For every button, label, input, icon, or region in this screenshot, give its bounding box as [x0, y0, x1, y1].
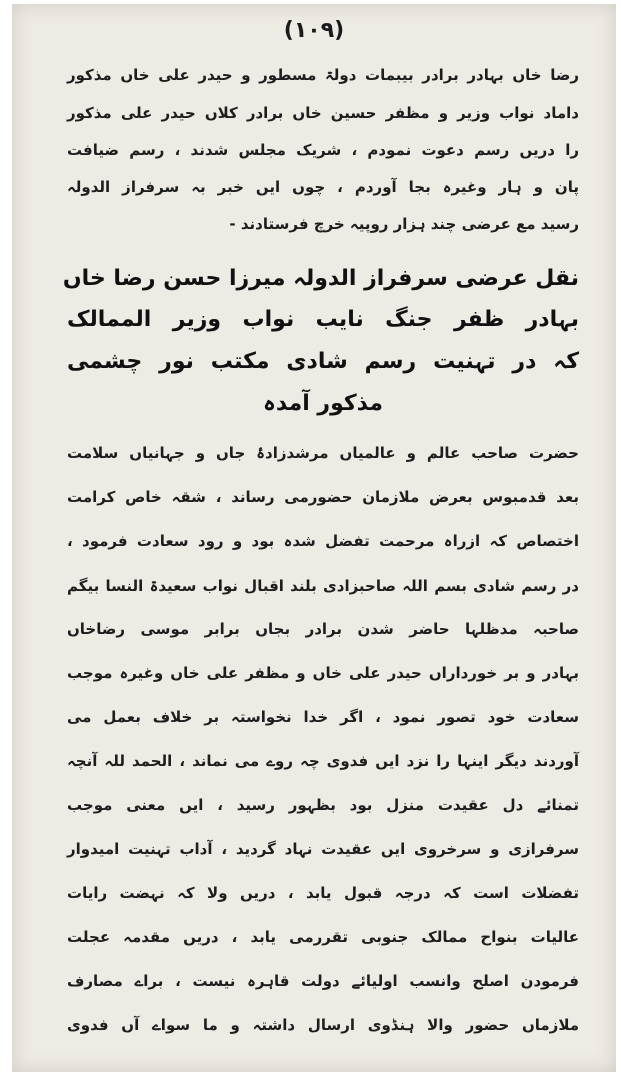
paragraph2-line: در رسم شادی بسم اللہ صاحبزادی بلند اقبال نواب سعیدۃ النسا بیگم [67, 577, 579, 595]
heading-line: نقل عرضی سرفراز الدولہ میرزا حسن رضا خاں [62, 266, 579, 291]
paragraph2-line: بہادر و بر خورداراں حیدر علی خاں و مظفر علی خاں وغیرہ موجب [67, 664, 579, 682]
paragraph2-line: فرمودن اصلح وانسب اولیائے دولت قاہرہ نیست ، براے مصارف [67, 972, 579, 990]
paragraph2-line: تفضلات است کہ درجہ قبول یابد ، دریں ولا کہ نہضت رایات [67, 884, 579, 902]
paragraph2-line: ملازماں حضور والا ہنڈوی ارسال داشتہ و ما سواے آں فدوی [67, 1016, 579, 1034]
page-number: (۱۰۹) [283, 18, 345, 43]
heading-line: مذکور آمدہ [262, 391, 383, 416]
paragraph2-line: صاحبہ مدظلہا حاضر شدن برادر بجاں برابر موسی رضاخاں [67, 620, 579, 638]
paragraph1-line: رضا خاں بہادر برادر بیبمات دولۃ مسطور و حیدر علی خاں مذکور [67, 66, 579, 84]
paragraph1-line: پان و ہار وغیرہ بجا آوردم ، چوں ایں خبر بہ سرفراز الدولہ [67, 178, 579, 196]
paragraph1-line: را دریں رسم دعوت نمودم ، شریک مجلس شدند ، رسم ضیافت [67, 141, 579, 159]
paragraph2-line: عالیات بنواح ممالک جنوبی تقررمی یابد ، دریں مقدمہ عجلت [67, 928, 579, 946]
paragraph2-line: بعد قدمبوس بعرض ملازمان حضورمی رساند ، شقہ خاص کرامت [67, 488, 579, 506]
heading-line: کہ در تہنیت رسم شادی مکتب نور چشمی [67, 349, 579, 374]
paragraph1-line: رسید مع عرضی چند ہزار روپیہ خرچ فرستادند - [229, 215, 579, 233]
paragraph2-line: اختصاص کہ ازراہ مرحمت تفضل شدہ بود و رود سعادت فرمود ، [67, 532, 579, 550]
paragraph2-line: تمنائے دل عقیدت منزل بود بظہور رسید ، ایں معنی موجب [67, 796, 579, 814]
paragraph2-line: حضرت صاحب عالم و عالمیاں مرشدزادۂ جاں و جہانیاں سلامت [67, 444, 579, 462]
heading-line: بہادر ظفر جنگ نایب نواب وزیر الممالک [67, 307, 579, 332]
paragraph2-line: سعادت خود تصور نمود ، اگر خدا نخواستہ بر خلاف بعمل می [67, 708, 579, 726]
document-page [12, 4, 616, 1072]
paragraph2-line: سرفرازی و سرخروی ایں عقیدت نہاد گردید ، آداب تہنیت امیدوار [67, 840, 579, 858]
paragraph2-line: آوردند دیگر اینہا را نزد ایں فدوی چہ روے می نماند ، الحمد للہ آنچہ [67, 752, 579, 770]
paragraph1-line: داماد نواب وزیر و مظفر حسین خاں برادر کلاں حیدر علی مذکور [67, 104, 579, 122]
